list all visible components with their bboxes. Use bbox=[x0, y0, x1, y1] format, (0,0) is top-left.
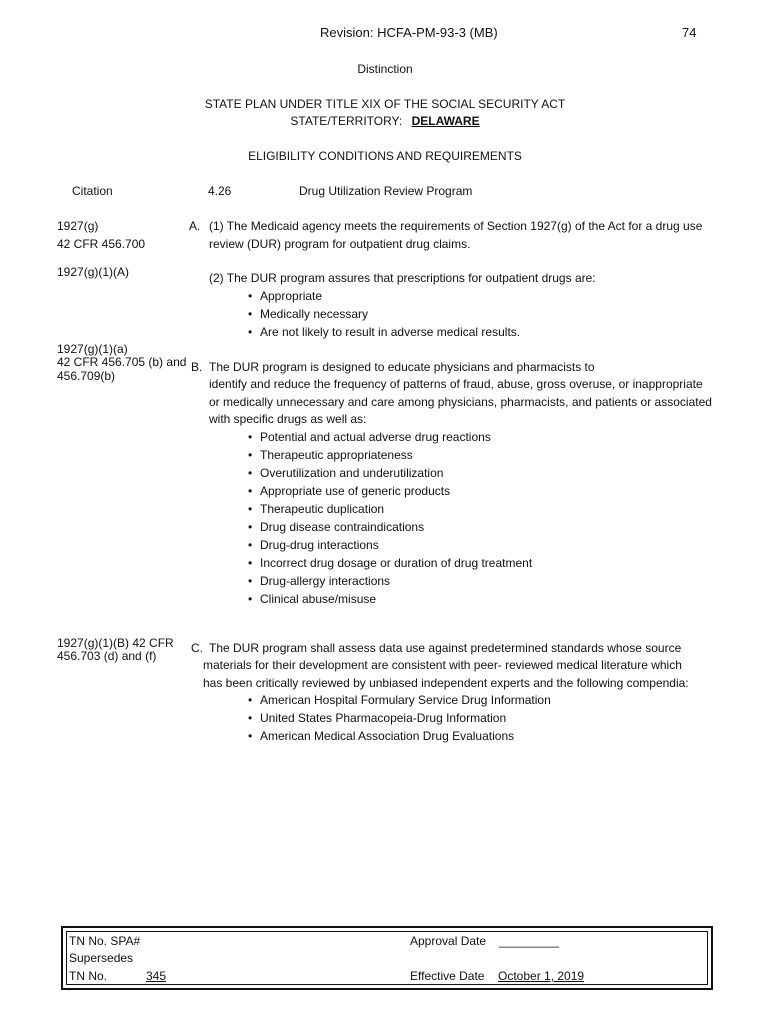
state-line bbox=[0, 112, 770, 130]
plan-title: STATE PLAN UNDER TITLE XIX OF THE SOCIAL SECURITY ACT bbox=[204, 97, 566, 111]
list-item: • Appropriate bbox=[248, 287, 520, 305]
page-number: 74 bbox=[682, 25, 697, 40]
footer-tn-no-value: 345 bbox=[146, 969, 167, 983]
section-b-marker: B. bbox=[191, 360, 203, 374]
section-b-line-1: The DUR program is designed to educate physicians and pharmacists to bbox=[209, 360, 595, 374]
footer-supersedes: Supersedes bbox=[69, 951, 134, 965]
state-value: DELAWARE bbox=[411, 114, 480, 128]
footer-tn-label: TN No. SPA# bbox=[69, 934, 141, 948]
section-a-marker: A. bbox=[189, 219, 201, 233]
state-label: STATE/TERRITORY: bbox=[290, 114, 403, 128]
section-c-line-1: The DUR program shall assess data use against predetermined standards whose source bbox=[209, 641, 682, 655]
citation-b-1: 1927(g)(1)(a) bbox=[57, 342, 128, 356]
list-item: • Drug-drug interactions bbox=[248, 536, 532, 554]
citation-c-2: 456.703 (d) and (f) bbox=[57, 649, 157, 663]
list-item: • Appropriate use of generic products bbox=[248, 482, 532, 500]
footer-effective-value: October 1, 2019 bbox=[498, 969, 585, 983]
section-b-line-3: or medically unnecessary and care among physicians, pharmacists, and patients or associated bbox=[209, 395, 712, 409]
section-heading: Drug Utilization Review Program bbox=[299, 184, 473, 198]
section-c-bullet-list bbox=[248, 691, 551, 745]
section-c-line-3: has been critically reviewed by unbiased independent experts and the following compendia: bbox=[203, 676, 689, 690]
section-title: ELIGIBILITY CONDITIONS AND REQUIREMENTS bbox=[248, 149, 522, 163]
section-b-bullet-list bbox=[248, 428, 532, 608]
list-item: • United States Pharmacopeia-Drug Information bbox=[248, 709, 551, 727]
footer-approval-value: _________ bbox=[499, 934, 560, 948]
footer-effective-label: Effective Date bbox=[410, 969, 485, 983]
citation-b-2: 42 CFR 456.705 (b) and bbox=[57, 355, 187, 369]
section-a-bullet-list bbox=[248, 287, 520, 341]
list-item: • Are not likely to result in adverse medical results. bbox=[248, 323, 520, 341]
list-item: • American Medical Association Drug Evaluations bbox=[248, 727, 551, 745]
list-item: • Drug disease contraindications bbox=[248, 518, 532, 536]
section-c-line-2: materials for their development are consistent with peer- reviewed medical literature which bbox=[203, 658, 682, 672]
citation-a-2: 42 CFR 456.700 bbox=[57, 237, 146, 251]
citation-b-3: 456.709(b) bbox=[57, 369, 116, 383]
list-item: • Therapeutic appropriateness bbox=[248, 446, 532, 464]
list-item: • Medically necessary bbox=[248, 305, 520, 323]
citation-c-1: 1927(g)(1)(B) 42 CFR bbox=[57, 636, 174, 650]
list-item: • Incorrect drug dosage or duration of drug treatment bbox=[248, 554, 532, 572]
section-a-line-2: review (DUR) program for outpatient drug claims. bbox=[209, 237, 471, 251]
distinction-label: Distinction bbox=[357, 62, 413, 76]
section-b-line-4: with specific drugs as well as: bbox=[209, 412, 367, 426]
list-item: • Potential and actual adverse drug reactions bbox=[248, 428, 532, 446]
citation-column-label: Citation bbox=[72, 184, 113, 198]
revision-line: Revision: HCFA-PM-93-3 (MB) bbox=[320, 25, 498, 40]
citation-a-3: 1927(g)(1)(A) bbox=[57, 265, 130, 279]
citation-a-1: 1927(g) bbox=[57, 219, 99, 233]
footer-tn-no-label: TN No. bbox=[69, 969, 108, 983]
section-b-line-2: identify and reduce the frequency of patterns of fraud, abuse, gross overuse, or inappropriate bbox=[209, 377, 703, 391]
list-item: • Overutilization and underutilization bbox=[248, 464, 532, 482]
section-a-item2-intro: (2) The DUR program assures that prescriptions for outpatient drugs are: bbox=[209, 271, 596, 285]
list-item: • Drug-allergy interactions bbox=[248, 572, 532, 590]
footer-box bbox=[61, 926, 713, 990]
list-item: • Therapeutic duplication bbox=[248, 500, 532, 518]
list-item: • American Hospital Formulary Service Drug Information bbox=[248, 691, 551, 709]
list-item: • Clinical abuse/misuse bbox=[248, 590, 532, 608]
section-c-marker: C. bbox=[191, 641, 203, 655]
section-a-line-1: (1) The Medicaid agency meets the requirements of Section 1927(g) of the Act for a drug use bbox=[209, 219, 703, 233]
section-number: 4.26 bbox=[208, 184, 232, 198]
footer-approval-label: Approval Date bbox=[410, 934, 487, 948]
